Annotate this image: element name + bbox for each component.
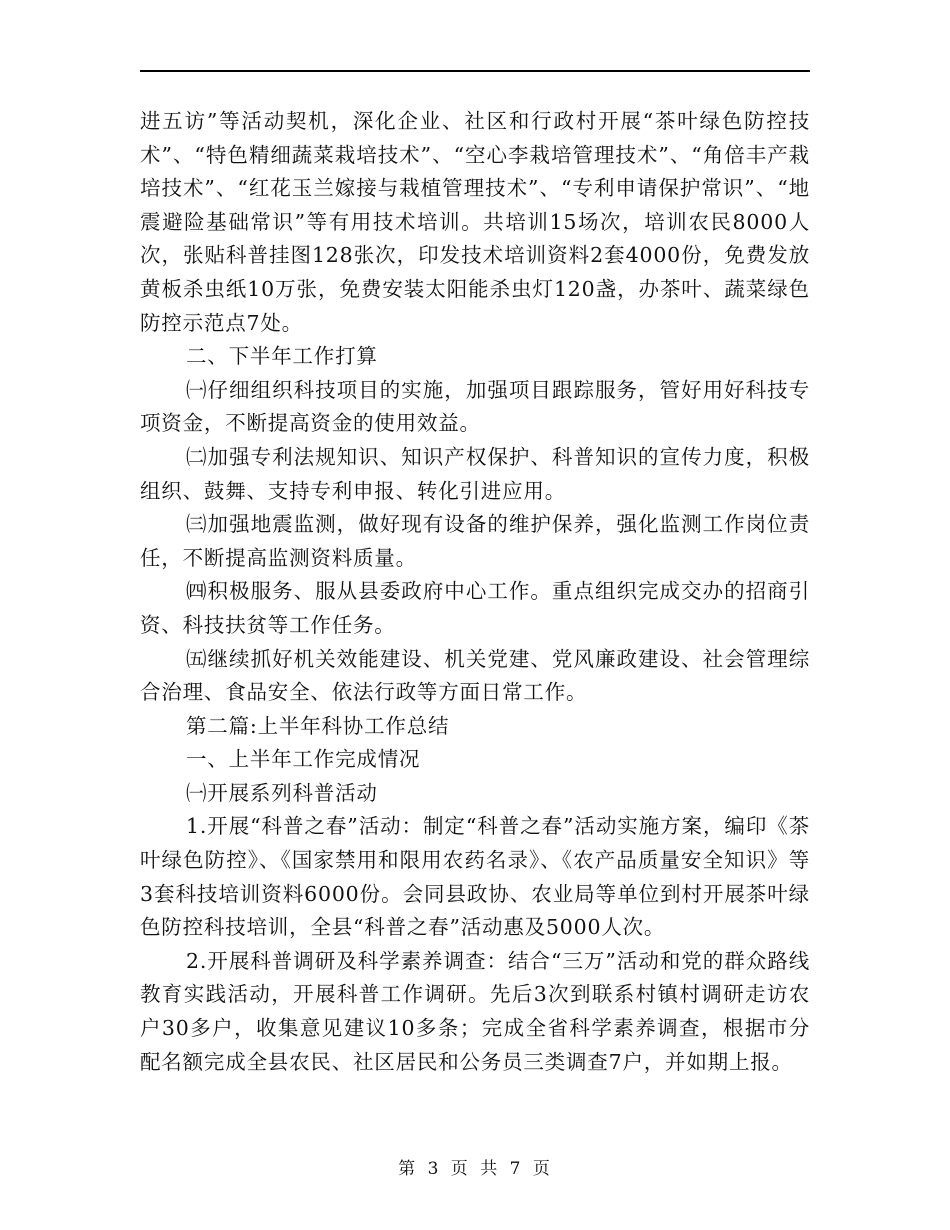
list-item-5: ㈤继续抓好机关效能建设、机关党建、党风廉政建设、社会管理综合治理、食品安全、依法行政等方面日常工作。: [140, 646, 810, 705]
paragraph-continuation: 进五访”等活动契机，深化企业、社区和行政村开展“茶叶绿色防控技术”、“特色精细蔬菜栽培技术”、“空心李栽培管理技术”、“角倍丰产栽培技术”、“红花玉兰嫁接与栽植管理技术”、“专利申请保护常识”、“地震避险基础常识”等有用技术培训。共培训15场次，培训农民8000人次，张贴科普挂图128张次，印发技术培训资料2套4000份，免费发放黄板杀虫纸10万张，免费安装太阳能杀虫灯120盏，办茶叶、蔬菜绿色防控示范点7处。: [140, 109, 810, 335]
part-two-title: 第二篇:上半年科协工作总结: [186, 713, 450, 738]
list-item-1: ㈠仔细组织科技项目的实施，加强项目跟踪服务，管好用好科技专项资金，不断提高资金的使用效益。: [140, 377, 810, 436]
section-heading-first-half-status: 一、上半年工作完成情况: [186, 747, 421, 772]
list-item-4: ㈣积极服务、服从县委政府中心工作。重点组织完成交办的招商引资、科技扶贫等工作任务。: [140, 579, 810, 637]
body-text: [140, 105, 810, 1079]
subsection-heading-science-activities: ㈠开展系列科普活动: [186, 780, 378, 805]
page-number-footer: 第 3 页 共 7 页: [398, 1159, 552, 1179]
item-science-spring: 1.开展“科普之春”活动：制定“科普之春”活动实施方案，编印《茶叶绿色防控》、《国家禁用和限用农药名录》、《农产品质量安全知识》等3套科技培训资料6000份。会同县政协、农业局等单位到村开展茶叶绿色防控科技培训，全县“科普之春”活动惠及5000人次。: [140, 814, 810, 940]
list-item-2: ㈡加强专利法规知识、知识产权保护、科普知识的宣传力度，积极组织、鼓舞、支持专利申报、转化引进应用。: [140, 444, 810, 503]
header-rule: [140, 70, 810, 72]
section-heading-second-half-plan: 二、下半年工作打算: [186, 344, 378, 369]
item-science-survey: 2.开展科普调研及科学素养调查：结合“三万”活动和党的群众路线教育实践活动，开展科普工作调研。先后3次到联系村镇村调研走访农户30多户，收集意见建议10多条；完成全省科学素养调查，根据市分配名额完成全县农民、社区居民和公务员三类调查7户，并如期上报。: [140, 948, 810, 1074]
list-item-3: ㈢加强地震监测，做好现有设备的维护保养，强化监测工作岗位责任，不断提高监测资料质量。: [140, 512, 810, 570]
